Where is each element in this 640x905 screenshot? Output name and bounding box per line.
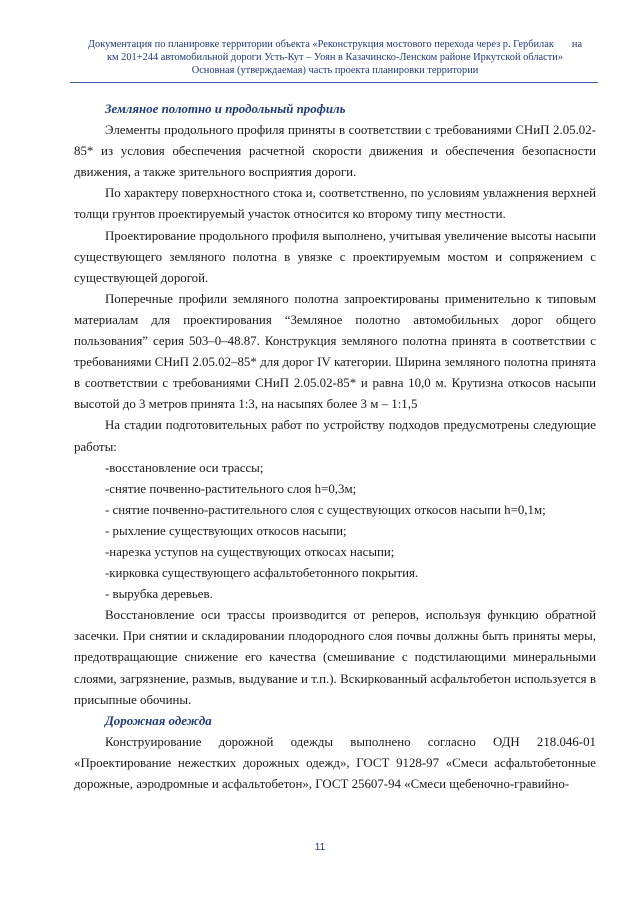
list-item: -нарезка уступов на существующих откосах насыпи;: [105, 544, 395, 559]
header-title-tail: на: [571, 39, 583, 50]
header-line-2: км 201+244 автомобильной дороги Усть-Кут – Уоян в Казачинско-Ленском районе Иркутской области»: [106, 52, 564, 64]
paragraph: Восстановление оси трассы производится от реперов, используя функцию обратной засечки. При снятии и складировании плодородного слоя почвы должны быть приняты меры, предотвращающие снижение его качества (смешивание с подстилающими минеральными слоями, загрязнение, размыв, выдувание и т.п.). Вскиркованный асфальтобетон используется в присыпные обочины.: [74, 608, 596, 707]
list-item: -восстановление оси трассы;: [105, 460, 264, 475]
list-item: - рыхление существующих откосов насыпи;: [105, 523, 347, 538]
header-line-1: [70, 38, 600, 51]
page-body: [74, 99, 596, 795]
section-heading-pavement: Дорожная одежда: [105, 713, 212, 728]
paragraph: На стадии подготовительных работ по устройству подходов предусмотрены следующие работы:: [74, 418, 596, 454]
paragraph: Конструирование дорожной одежды выполнено согласно ОДН 218.046-01 «Проектирование нежестких дорожных одежд», ГОСТ 9128-97 «Смеси асфальтобетонные дорожные, аэродромные и асфальтобетон», ГОСТ 25607-94 «Смеси щебеночно-гравийно-: [74, 734, 596, 791]
paragraph: По характеру поверхностного стока и, соответственно, по условиям увлажнения верхней толщи грунтов проектируемый участок относится ко второму типу местности.: [74, 186, 596, 222]
running-header: [70, 38, 600, 78]
list-item: - вырубка деревьев.: [105, 587, 213, 602]
header-title-text: Документация по планировке территории объекта «Реконструкция мостового перехода через р. Гербилак: [87, 39, 554, 50]
page-number: 11: [314, 842, 326, 853]
header-line-3: Основная (утверждаемая) часть проекта планировки территории: [191, 65, 479, 77]
list-item: - снятие почвенно-растительного слоя с существующих откосов насыпи h=0,1м;: [105, 502, 546, 517]
section-heading-earthwork: Земляное полотно и продольный профиль: [105, 102, 346, 116]
paragraph: Элементы продольного профиля приняты в соответствии с требованиями СНиП 2.05.02-85* из условия обеспечения расчетной скорости движения и обеспечения безопасности движения, а также зрительного восприятия дороги.: [74, 123, 596, 180]
paragraph: Поперечные профили земляного полотна запроектированы применительно к типовым материалам для проектирования “Земляное полотно автомобильных дорог общего пользования” серия 503–0–48.87. Конструкция земляного полотна принята в соответствии с требованиями СНиП 2.05.02–85* для дорог IV категории. Ширина земляного полотна принята в соответствии с требованиями СНиП 2.05.02-85* и равна 10,0 м. Крутизна откосов насыпи высотой до 3 метров принята 1:3, на насыпях более 3 м – 1:1,5: [74, 291, 596, 412]
paragraph: Проектирование продольного профиля выполнено, учитывая увеличение высоты насыпи существующего земляного полотна в увязке с проектируемым мостом и сопряжением с существующей дорогой.: [74, 228, 596, 285]
list-item: -снятие почвенно-растительного слоя h=0,3м;: [105, 481, 357, 496]
list-item: -кирковка существующего асфальтобетонного покрытия.: [105, 566, 419, 581]
header-divider: [70, 82, 598, 83]
